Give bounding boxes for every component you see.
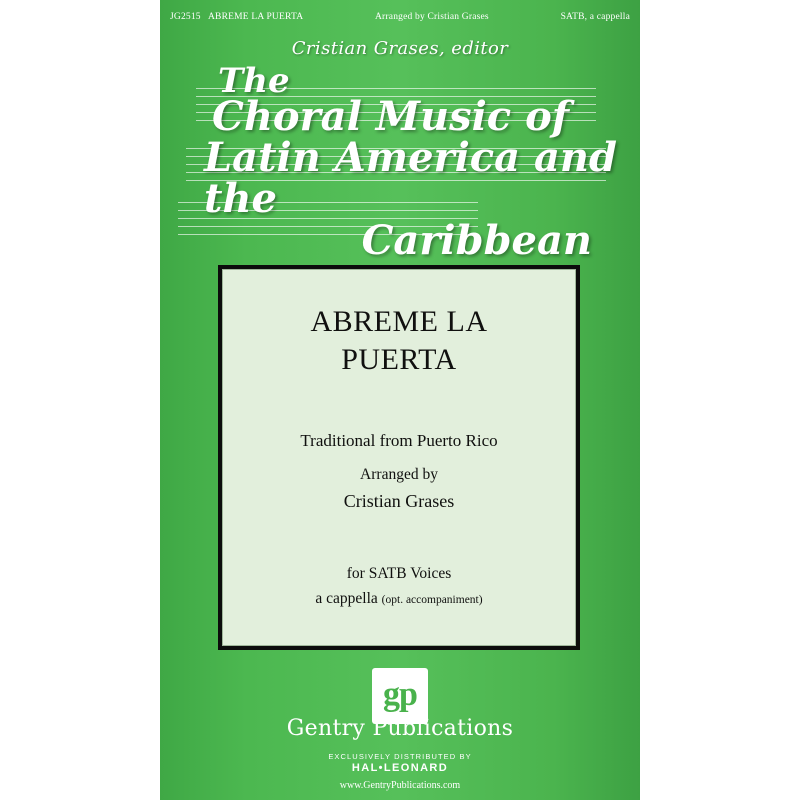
cover-header bbox=[160, 12, 640, 22]
arranger-name: Cristian Grases bbox=[343, 491, 455, 511]
work-title-line-1: ABREME LA bbox=[310, 305, 488, 338]
series-branding bbox=[160, 30, 640, 265]
arranged-by-label: Arranged by bbox=[360, 466, 438, 483]
voicing-line: for SATB Voices bbox=[346, 565, 452, 582]
publisher-name: Gentry Publications bbox=[286, 716, 514, 741]
series-title bbox=[160, 61, 640, 265]
accompaniment-main: a cappella bbox=[315, 590, 382, 607]
catalog-number: JG2515 bbox=[170, 12, 201, 22]
series-editor: Cristian Grases, editor bbox=[291, 38, 509, 59]
accompaniment-line bbox=[223, 590, 575, 608]
series-title-line-2: Choral Music of bbox=[212, 92, 569, 140]
distributor-name: HAL•LEONARD bbox=[351, 762, 449, 774]
title-panel-frame bbox=[218, 265, 580, 650]
series-title-line-4: Caribbean bbox=[361, 217, 592, 265]
gp-logo-text: gp bbox=[383, 676, 417, 714]
publisher-website: www.GentryPublications.com bbox=[339, 780, 461, 791]
distributor-label: EXCLUSIVELY DISTRIBUTED BY bbox=[328, 752, 472, 761]
cover-artwork bbox=[160, 0, 640, 800]
work-source: Traditional from Puerto Rico bbox=[300, 431, 498, 450]
header-catalog bbox=[170, 12, 303, 22]
header-arranger-credit: Arranged by Cristian Grases bbox=[375, 12, 489, 22]
work-title-line-2: PUERTA bbox=[341, 343, 457, 377]
title-panel bbox=[222, 269, 576, 646]
series-title-line-1: The bbox=[218, 61, 290, 101]
work-title bbox=[223, 303, 575, 380]
header-voicing-credit: SATB, a cappella bbox=[560, 12, 630, 22]
accompaniment-note: (opt. accompaniment) bbox=[381, 594, 483, 606]
series-title-line-3: Latin America and the bbox=[204, 134, 617, 223]
header-title-short: ABREME LA PUERTA bbox=[207, 12, 304, 22]
